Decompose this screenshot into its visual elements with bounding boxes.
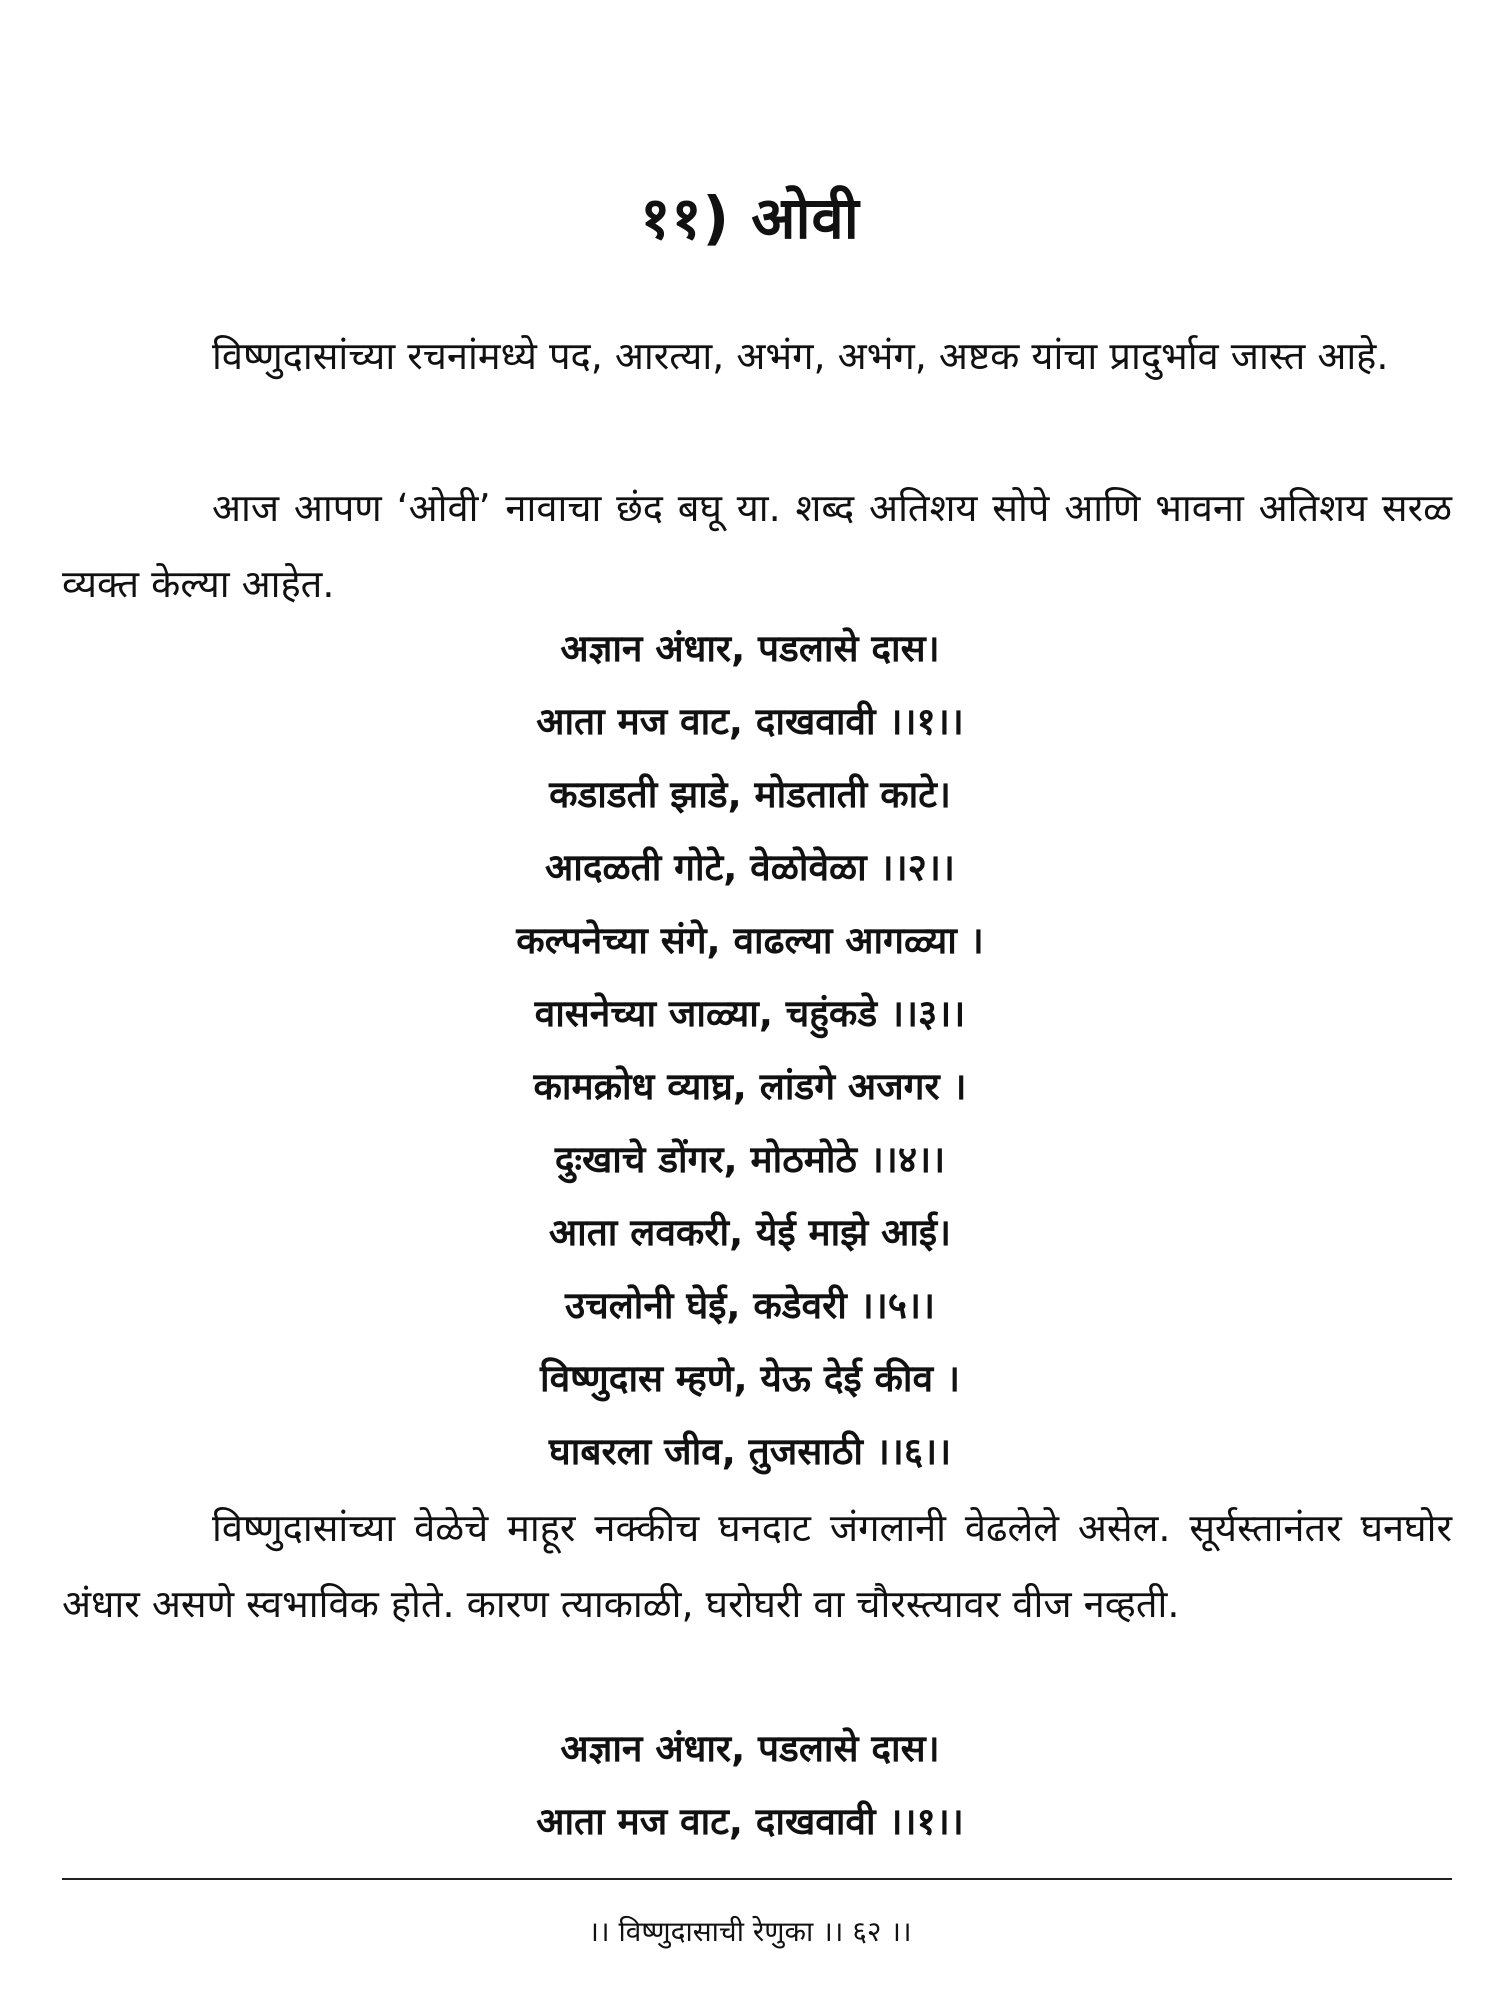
paragraph-text: आज आपण ‘ओवी’ नावाचा छंद बघू या. शब्द अतिशय सोपे आणि भावना अतिशय सरळ व्यक्त केल्या आहेत. [62, 486, 1452, 606]
paragraph-text: विष्णुदासांच्या रचनांमध्ये पद, आरत्या, अभंग, अभंग, अष्टक यांचा प्रादुर्भाव जास्त आहे. [212, 334, 1389, 378]
paragraph-text: विष्णुदासांच्या वेळेचे माहूर नक्कीच घनदाट जंगलानी वेढलेले असेल. सूर्यस्तानंतर घनघोर अंधार असणे स्वभाविक होते. कारण त्याकाळी, घरोघरी वा चौरस्त्यावर वीज नव्हती. [62, 1506, 1452, 1626]
verse-line: आता मज वाट, दाखवावी ।।१।। [536, 1800, 964, 1843]
verse-line: कडाडती झाडे, मोडताती काटे। [549, 773, 951, 816]
paragraph-mahur [62, 1490, 1452, 1642]
verse-block-repeat [0, 1712, 1500, 1858]
verse-line: घाबरला जीव, तुजसाठी ।।६।। [548, 1430, 952, 1473]
page-title: ११) ओवी [640, 184, 860, 252]
verse-line: कामक्रोध व्याघ्र, लांडगे अजगर । [533, 1065, 967, 1108]
paragraph-ovi-intro [62, 470, 1452, 622]
verse-block-main [0, 612, 1500, 1488]
verse-line: आता लवकरी, येई माझे आई। [548, 1211, 952, 1254]
verse-line: आता मज वाट, दाखवावी ।।१।। [536, 700, 964, 743]
verse-line: विष्णुदास म्हणे, येऊ देई कीव । [539, 1357, 960, 1400]
verse-line: आदळती गोटे, वेळोवेळा ।।२।। [545, 846, 955, 889]
footer-divider [62, 1878, 1452, 1880]
verse-line: दुःखाचे डोंगर, मोठमोठे ।।४।। [554, 1138, 946, 1181]
verse-line: कल्पनेच्या संगे, वाढल्या आगळ्या । [516, 919, 984, 962]
verse-line: अज्ञान अंधार, पडलासे दास। [560, 1727, 940, 1770]
verse-line: उचलोनी घेई, कडेवरी ।।५।। [564, 1284, 936, 1327]
verse-line: वासनेच्या जाळ्या, चहुंकडे ।।३।। [534, 992, 966, 1035]
paragraph-intro [62, 318, 1452, 394]
verse-line: अज्ञान अंधार, पडलासे दास। [560, 627, 940, 670]
page-footer: ।। विष्णुदासाची रेणुका ।। ६२ ।। [588, 1915, 912, 1948]
